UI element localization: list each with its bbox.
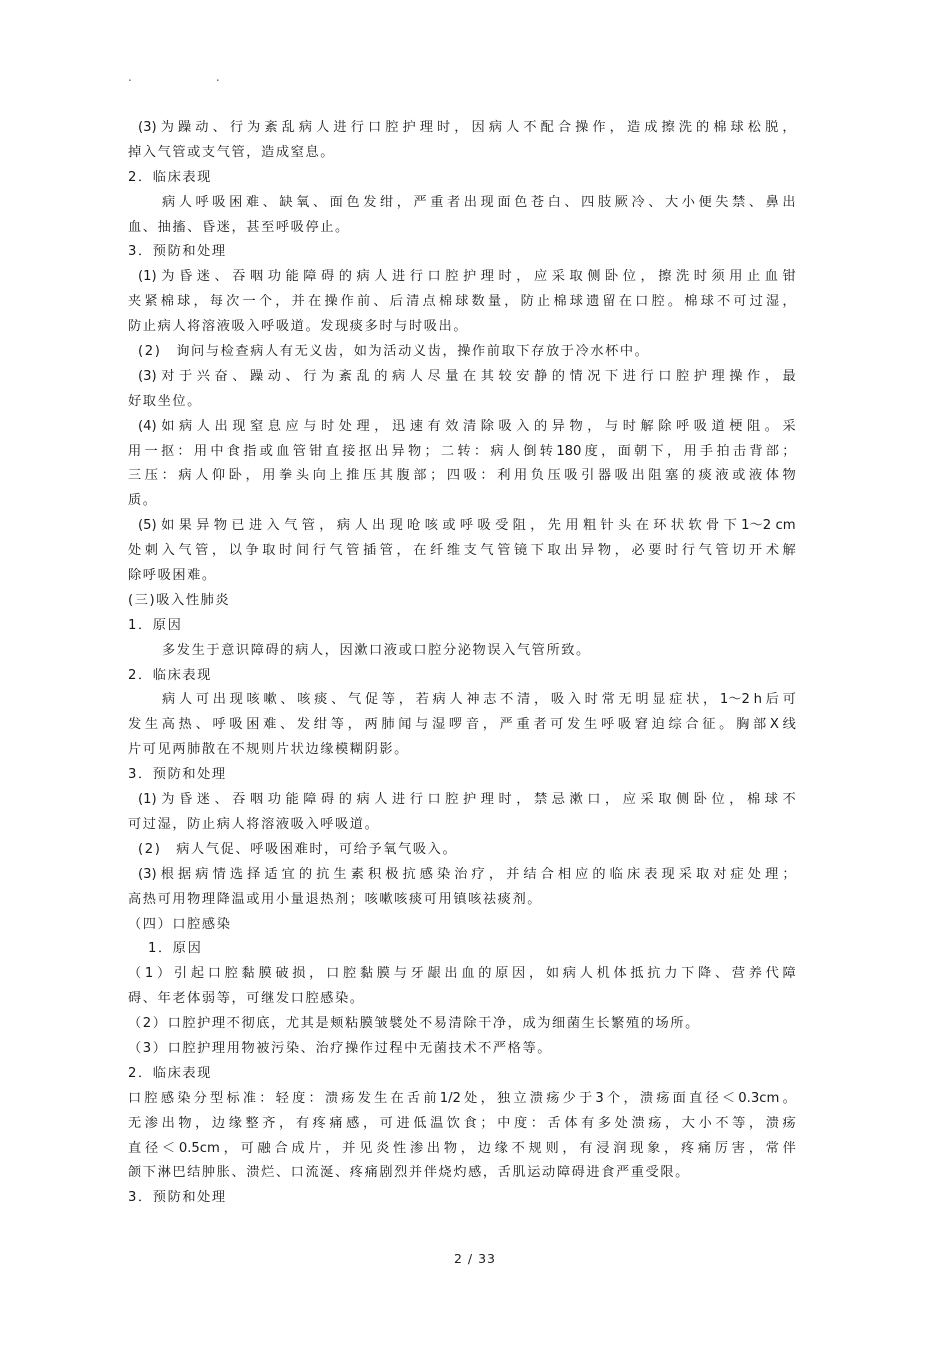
text-line: 用 一 抠 ： 用 中 食 指 或 血 管 钳 直 接 抠 出 异 物 ； 二 转 ： 病 人 倒 转 180 度 ， 面 朝 下 ， 用 手 拍 击 背 部 ；	[128, 443, 796, 459]
text-line: (3) 为 躁 动 、 行 为 紊 乱 病 人 进 行 口 腔 护 理 时 ， 因 病 人 不 配 合 操 作 ， 造 成 擦 洗 的 棉 球 松 脱 ，	[138, 120, 796, 135]
page-number: 2 / 33	[453, 1251, 497, 1266]
text-line: 好取坐位。	[128, 393, 202, 409]
document-body	[128, 116, 796, 1211]
text-line: 2．临床表现	[128, 169, 212, 185]
text-line: （3）口腔护理用物被污染、治疗操作过程中无菌技术不严格等。	[128, 1040, 553, 1056]
text-line: 处 刺 入 气 管 ， 以 争 取 时 间 行 气 管 插 管 ， 在 纤 维 支 气 管 镜 下 取 出 异 物 ， 必 要 时 行 气 管 切 开 术 解	[128, 543, 796, 559]
text-line: (5) 如 果 异 物 已 进 入 气 管 ， 病 人 出 现 呛 咳 或 呼 吸 受 阻 ， 先 用 粗 针 头 在 环 状 软 骨 下 1～2 cm	[138, 518, 796, 534]
text-line: 3．预防和处理	[128, 244, 227, 260]
text-line: 质。	[128, 493, 158, 509]
text-line: (1) 为 昏 迷 、 吞 咽 功 能 障 碍 的 病 人 进 行 口 腔 护 理 时 ， 应 采 取 侧 卧 位 ， 擦 洗 时 须 用 止 血 钳	[138, 269, 796, 285]
text-line: (3) 根 据 病 情 选 择 适 宜 的 抗 生 素 积 极 抗 感 染 治 疗 ， 并 结 合 相 应 的 临 床 表 现 采 取 对 症 处 理 ；	[138, 866, 796, 882]
text-line: (1) 为 昏 迷 、 吞 咽 功 能 障 碍 的 病 人 进 行 口 腔 护 理 时 ， 禁 忌 漱 口 ， 应 采 取 侧 卧 位 ， 棉 球 不	[138, 792, 796, 808]
text-line: 1．原因	[148, 941, 203, 957]
text-line: 夹 紧 棉 球 ， 每 次 一 个 ， 并 在 操 作 前 、 后 清 点 棉 球 数 量 ， 防 止 棉 球 遗 留 在 口 腔 。 棉 球 不 可 过 湿 ，	[128, 294, 796, 310]
text-line: 防止病人将溶液吸入呼吸道。发现痰多时与时吸出。	[128, 319, 469, 335]
text-line: 高热可用物理降温或用小量退热剂；咳嗽咳痰可用镇咳祛痰剂。	[128, 891, 543, 907]
text-line: 三 压 ： 病 人 仰 卧 ， 用 拳 头 向 上 推 压 其 腹 部 ； 四 吸 ： 利 用 负 压 吸 引 器 吸 出 阻 塞 的 痰 液 或 液 体 物	[128, 468, 796, 484]
text-line: (3) 对 于 兴 奋 、 躁 动 、 行 为 紊 乱 的 病 人 尽 量 在 其 较 安 静 的 情 况 下 进 行 口 腔 护 理 操 作 ， 最	[138, 368, 796, 384]
text-line: 3．预防和处理	[128, 767, 227, 783]
text-line: (4) 如 病 人 出 现 窒 息 应 与 时 处 理 ， 迅 速 有 效 清 除 吸 入 的 异 物 ， 与 时 解 除 呼 吸 道 梗 阻 。 采	[138, 418, 796, 434]
text-line: 除呼吸困难。	[128, 568, 217, 584]
text-line: 颌下淋巴结肿胀、溃烂、口流涎、疼痛剧烈并伴烧灼感，舌肌运动障碍进食严重受限。	[128, 1165, 690, 1181]
text-line: (2) 询问与检查病人有无义齿，如为活动义齿，操作前取下存放于冷水杯中。	[138, 344, 650, 360]
text-line: 无 渗 出 物 ， 边 缘 整 齐 ， 有 疼 痛 感 ， 可 进 低 温 饮 食 ； 中 度 ： 舌 体 有 多 处 溃 疡 ， 大 小 不 等 ， 溃 疡	[128, 1115, 796, 1131]
text-line: 碍、年老体弱等，可继发口腔感染。	[128, 991, 365, 1007]
text-line: 掉入气管或支气管，造成窒息。	[128, 144, 336, 160]
text-line: 3．预防和处理	[128, 1190, 227, 1206]
text-line: 直 径 ＜ 0.5cm ， 可 融 合 成 片 ， 并 见 炎 性 渗 出 物 ， 边 缘 不 规 则 ， 有 浸 润 现 象 ， 疼 痛 厉 害 ， 常 伴	[128, 1140, 796, 1156]
text-line: 2．临床表现	[128, 667, 212, 683]
text-line: 多发生于意识障碍的病人，因漱口液或口腔分泌物误入气管所致。	[162, 642, 591, 658]
text-line: 血、抽搐、昏迷，甚至呼吸停止。	[128, 219, 350, 235]
text-line: 片可见两肺散在不规则片状边缘模糊阴影。	[128, 742, 409, 758]
text-line: （ 1 ） 引 起 口 腔 黏 膜 破 损 ， 口 腔 黏 膜 与 牙 龈 出 血 的 原 因 ， 如 病 人 机 体 抵 抗 力 下 降 、 营 养 代 障	[128, 966, 796, 982]
text-line: 病 人 可 出 现 咳 嗽 、 咳 痰 、 气 促 等 ， 若 病 人 神 志 不 清 ， 吸 入 时 常 无 明 显 症 状 ， 1～2 h 后 可	[162, 692, 796, 708]
text-line: 发 生 高 热 、 呼 吸 困 难 、 发 绀 等 ， 两 肺 闻 与 湿 啰 音 ， 严 重 者 可 发 生 呼 吸 窘 迫 综 合 征 。 胸 部 X 线	[128, 717, 796, 733]
text-line: （四）口腔感染	[128, 916, 232, 932]
text-line: 1．原因	[128, 617, 183, 633]
text-line: （2）口腔护理不彻底，尤其是颊粘膜皱襞处不易清除干净，成为细菌生长繁殖的场所。	[128, 1016, 700, 1032]
text-line: (三)吸入性肺炎	[128, 592, 231, 608]
header-dot-left: .	[128, 70, 132, 84]
header-dots	[128, 70, 220, 84]
text-line: 口 腔 感 染 分 型 标 准 ： 轻 度 ： 溃 疡 发 生 在 舌 前 1/2 处 ， 独 立 溃 疡 少 于 3 个 ， 溃 疡 面 直 径 ＜ 0.3cm 。	[128, 1090, 796, 1106]
header-dot-right: .	[215, 70, 220, 84]
text-line: 可过湿，防止病人将溶液吸入呼吸道。	[128, 816, 380, 832]
text-line: (2) 病人气促、呼吸困难时，可给予氧气吸入。	[138, 841, 458, 857]
text-line: 2．临床表现	[128, 1065, 212, 1081]
text-line: 病 人 呼 吸 困 难 、 缺 氧 、 面 色 发 绀 ， 严 重 者 出 现 面 色 苍 白 、 四 肢 厥 冷 、 大 小 便 失 禁 、 鼻 出	[162, 194, 796, 210]
